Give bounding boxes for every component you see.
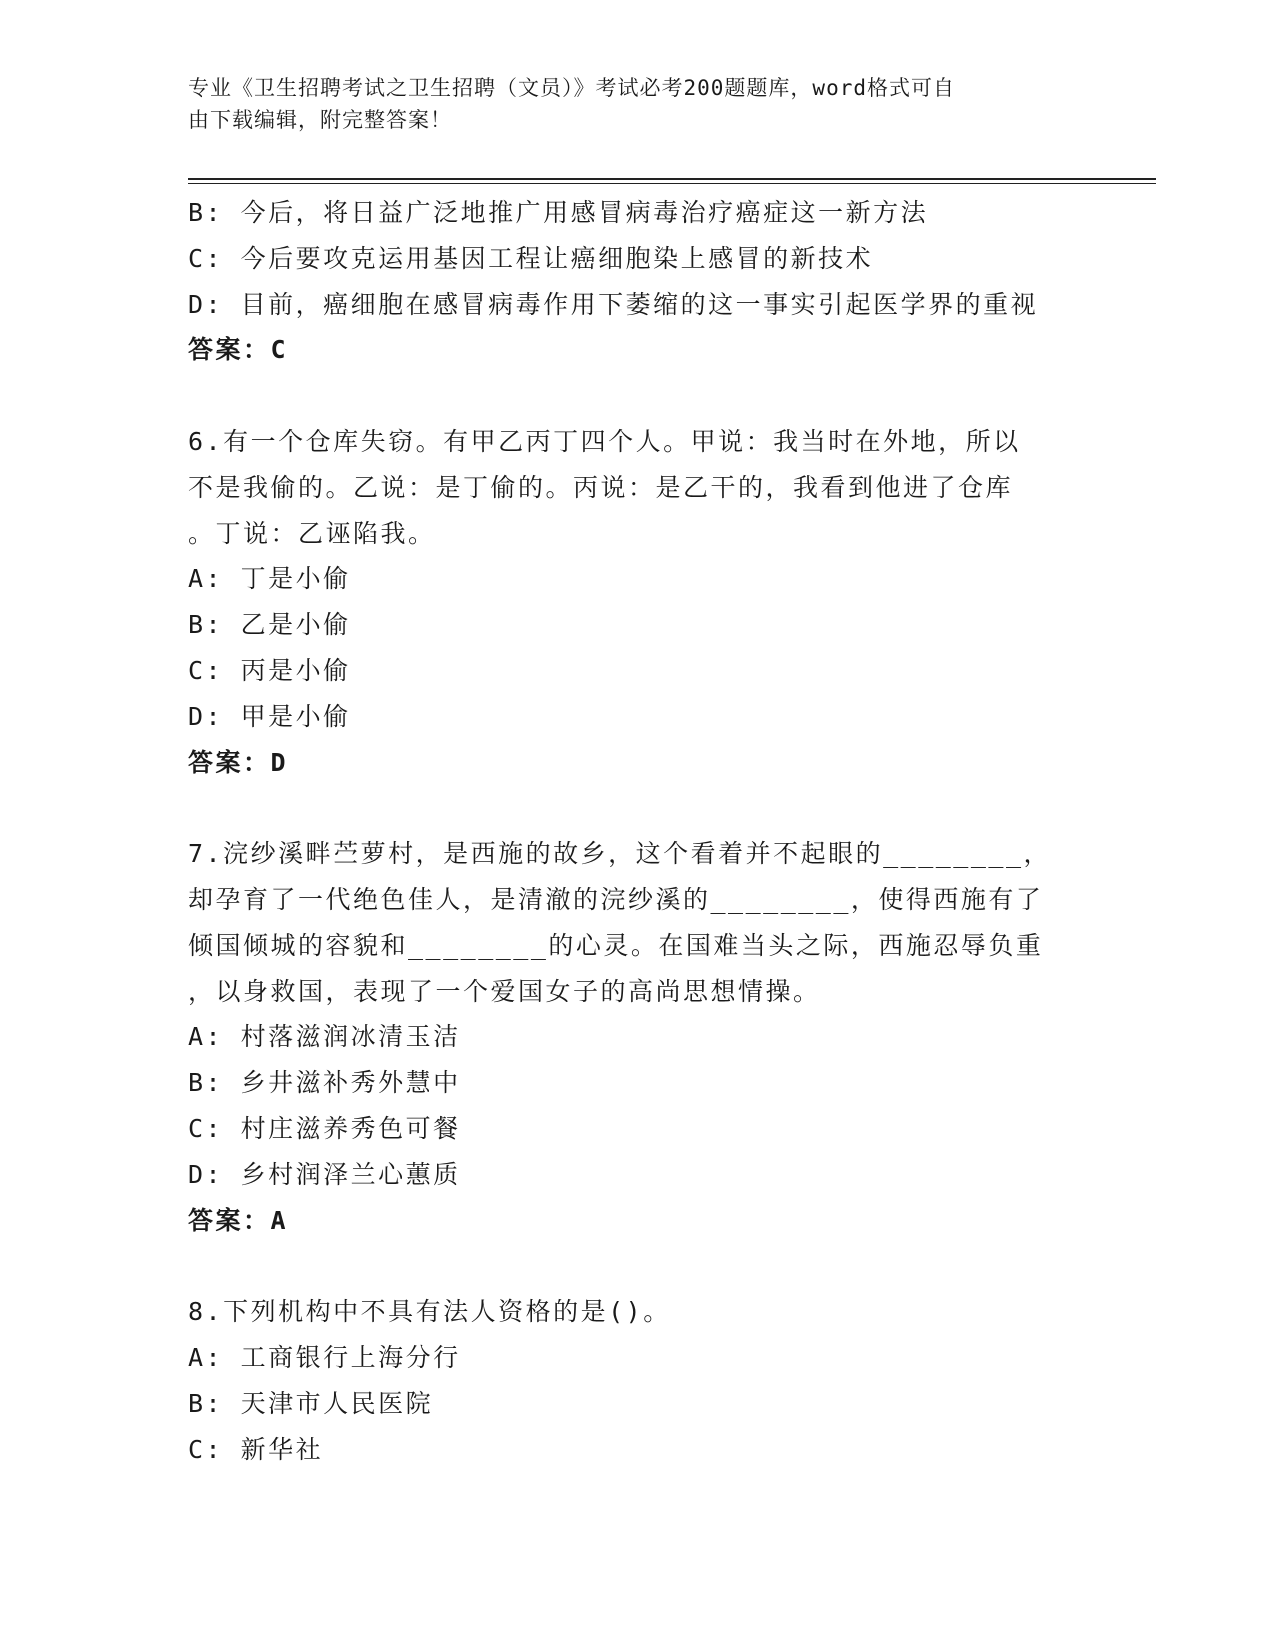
question-stem-line: 倾国倾城的容貌和________的心灵。在国难当头之际，西施忍辱负重	[188, 930, 1044, 960]
option-a: A: 丁是小偷	[188, 564, 351, 594]
option-d: D: 乡村润泽兰心蕙质	[188, 1159, 461, 1189]
option-c: C: 丙是小偷	[188, 655, 351, 685]
question-stem-line: ，以身救国，表现了一个爱国女子的高尚思想情操。	[188, 976, 821, 1006]
question-stem-line: 6.有一个仓库失窃。有甲乙丙丁四个人。甲说：我当时在外地，所以	[188, 426, 1021, 456]
question-7	[188, 831, 1088, 1243]
option-a: A: 工商银行上海分行	[188, 1342, 461, 1372]
question-stem-line: 7.浣纱溪畔苎萝村，是西施的故乡，这个看着并不起眼的________，	[188, 839, 1052, 869]
question-stem-line: 不是我偷的。乙说：是丁偷的。丙说：是乙干的，我看到他进了仓库	[188, 472, 1014, 502]
question-6	[188, 419, 1088, 785]
header-line-2: 由下载编辑，附完整答案！	[188, 108, 452, 132]
question-8	[188, 1289, 1088, 1472]
option-b: B: 乙是小偷	[188, 610, 351, 640]
document-header	[188, 72, 1068, 136]
header-divider-thick	[188, 178, 1156, 180]
option-c: C: 今后要攻克运用基因工程让癌细胞染上感冒的新技术	[188, 243, 874, 273]
header-line-1: 专业《卫生招聘考试之卫生招聘（文员）》考试必考200题题库，word格式可自	[188, 76, 955, 100]
option-c: C: 新华社	[188, 1434, 324, 1464]
answer: 答案：A	[188, 1205, 289, 1235]
option-b: B: 天津市人民医院	[188, 1388, 434, 1418]
question-5	[188, 190, 1088, 373]
option-c: C: 村庄滋养秀色可餐	[188, 1113, 461, 1143]
option-d: D: 甲是小偷	[188, 701, 351, 731]
question-list	[188, 190, 1088, 1472]
question-stem-line: 却孕育了一代绝色佳人，是清澈的浣纱溪的________，使得西施有了	[188, 884, 1044, 914]
option-b: B: 今后，将日益广泛地推广用感冒病毒治疗癌症这一新方法	[188, 198, 929, 227]
option-d: D: 目前，癌细胞在感冒病毒作用下萎缩的这一事实引起医学界的重视	[188, 289, 1039, 319]
question-stem-line: 。丁说：乙诬陷我。	[188, 518, 436, 548]
answer: 答案：C	[188, 335, 289, 365]
answer: 答案：D	[188, 747, 289, 777]
option-b: B: 乡井滋补秀外慧中	[188, 1068, 461, 1098]
header-divider-thin	[188, 183, 1156, 184]
question-stem-line: 8.下列机构中不具有法人资格的是()。	[188, 1297, 671, 1327]
option-a: A: 村落滋润冰清玉洁	[188, 1022, 461, 1052]
